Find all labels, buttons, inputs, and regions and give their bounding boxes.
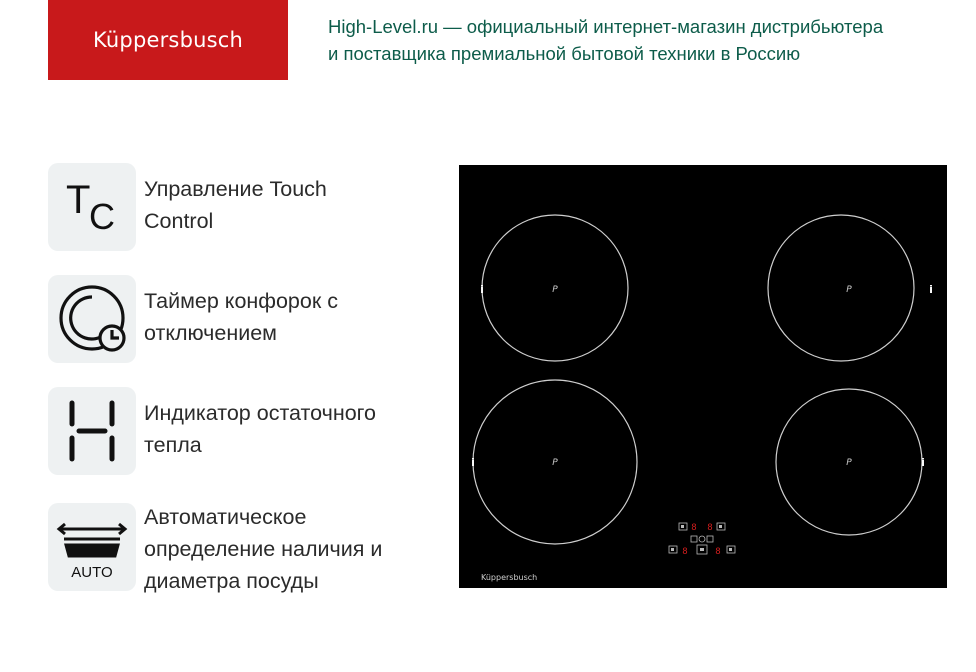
feature-timer-line-1: Таймер конфорок с xyxy=(144,289,338,313)
feature-auto-detect-line-3: диаметра посуды xyxy=(144,569,319,593)
feature-auto-detect-line-1: Автоматическое xyxy=(144,505,307,529)
hob-brand-text: Küppersbusch xyxy=(481,573,538,582)
info-mark-bottom-left: i xyxy=(471,456,475,469)
feature-auto-detect-text xyxy=(144,501,444,597)
auto-pan-detect-icon xyxy=(48,503,136,591)
feature-touch-control xyxy=(48,163,448,251)
feature-auto-detect xyxy=(48,503,448,591)
info-mark-bottom-right: i xyxy=(921,456,925,469)
auto-icon-text: AUTO xyxy=(71,564,113,581)
brand-logo-text: Küppersbusch xyxy=(92,28,244,52)
feature-residual-heat-text xyxy=(144,397,444,461)
svg-text:C: C xyxy=(89,196,115,237)
feature-touch-control-text xyxy=(144,173,444,237)
tagline-line-1: High-Level.ru — официальный интернет-магазин дистрибьютера xyxy=(328,16,884,37)
svg-text:8: 8 xyxy=(715,547,721,557)
info-mark-top-right: i xyxy=(929,283,933,296)
svg-text:8: 8 xyxy=(682,547,688,557)
tagline-line-2: и поставщика премиальной бытовой техники в Россию xyxy=(328,43,801,64)
brand-logo xyxy=(48,0,288,80)
zone-label-bottom-right: P xyxy=(846,458,852,468)
feature-touch-control-line-2: Control xyxy=(144,209,214,233)
svg-text:8: 8 xyxy=(691,523,697,533)
hob-image xyxy=(459,165,947,588)
feature-timer-line-2: отключением xyxy=(144,321,277,345)
tagline xyxy=(328,13,948,67)
residual-heat-icon xyxy=(48,387,136,475)
zone-label-bottom-left: P xyxy=(552,458,558,468)
cooking-zone-top-right xyxy=(768,215,914,361)
svg-text:8: 8 xyxy=(707,523,713,533)
touch-control-icon xyxy=(48,163,136,251)
zone-label-top-right: P xyxy=(846,285,852,295)
feature-auto-detect-line-2: определение наличия и xyxy=(144,537,383,561)
feature-residual-heat-line-1: Индикатор остаточного xyxy=(144,401,376,425)
info-mark-top-left: i xyxy=(480,283,484,296)
feature-residual-heat-line-2: тепла xyxy=(144,433,202,457)
timer-icon xyxy=(48,275,136,363)
touch-control-panel xyxy=(669,523,735,557)
feature-timer-text xyxy=(144,285,444,349)
feature-timer xyxy=(48,275,448,363)
touch-control-icon-text: T xyxy=(66,178,91,222)
feature-residual-heat xyxy=(48,387,448,475)
feature-touch-control-line-1: Управление Touch xyxy=(144,177,327,201)
zone-label-top-left: P xyxy=(552,285,558,295)
